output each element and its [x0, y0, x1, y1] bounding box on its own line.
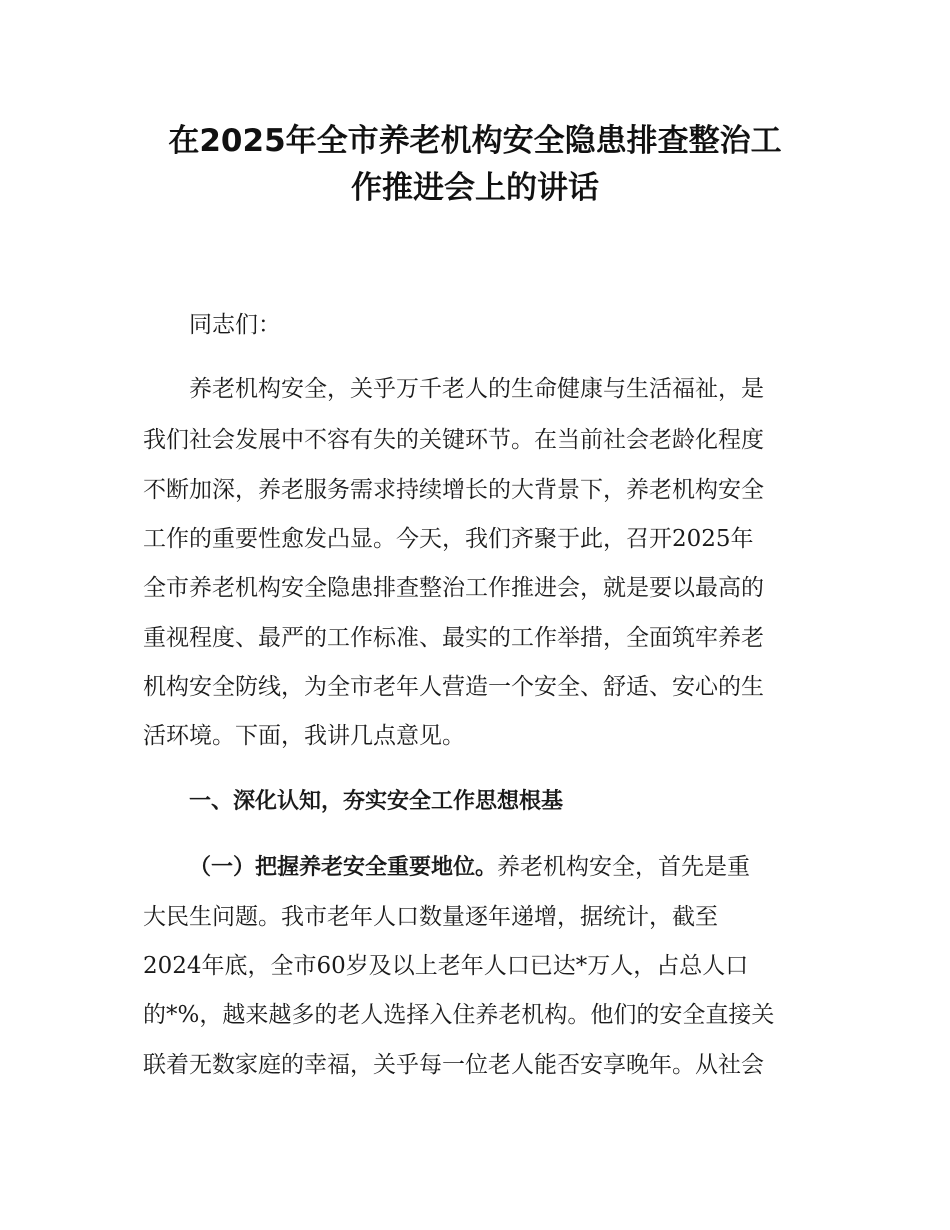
paragraph-1-line: 养老机构安全，关乎万千老人的生命健康与生活福祉，是	[189, 376, 764, 402]
document-title-line-1: 在2025年全市养老机构安全隐患排查整治工	[168, 123, 782, 159]
section-1-heading: 一、深化认知，夯实安全工作思想根基	[189, 789, 564, 814]
subsection-1-line: 联着无数家庭的幸福，关乎每一位老人能否安享晚年。从社会	[143, 1052, 764, 1078]
subsection-1-line: 大民生问题。我市老年人口数量逐年递增，据统计，截至	[143, 904, 718, 930]
subsection-1-line: 2024年底，全市60岁及以上老年人口已达*万人，占总人口	[143, 953, 749, 979]
document-title-line-2: 作推进会上的讲话	[351, 170, 599, 206]
paragraph-1-line: 不断加深，养老服务需求持续增长的大背景下，养老机构安全	[143, 477, 764, 503]
salutation: 同志们：	[189, 312, 281, 338]
paragraph-1-line: 活环境。下面，我讲几点意见。	[143, 723, 465, 749]
subsection-1-first-line-text: 养老机构安全，首先是重	[497, 854, 751, 880]
paragraph-1-line: 全市养老机构安全隐患排查整治工作推进会，就是要以最高的	[143, 575, 764, 601]
paragraph-1-line: 工作的重要性愈发凸显。今天，我们齐聚于此，召开2025年	[143, 526, 754, 552]
paragraph-1-line: 机构安全防线，为全市老年人营造一个安全、舒适、安心的生	[143, 674, 764, 700]
subsection-1-heading: （一）把握养老安全重要地位。	[189, 855, 498, 880]
paragraph-1-line: 我们社会发展中不容有失的关键环节。在当前社会老龄化程度	[143, 427, 764, 453]
subsection-1-line: 的*%，越来越多的老人选择入住养老机构。他们的安全直接关	[143, 1002, 775, 1028]
paragraph-1-line: 重视程度、最严的工作标准、最实的工作举措，全面筑牢养老	[143, 625, 764, 651]
subsection-1-first-line	[189, 852, 855, 883]
